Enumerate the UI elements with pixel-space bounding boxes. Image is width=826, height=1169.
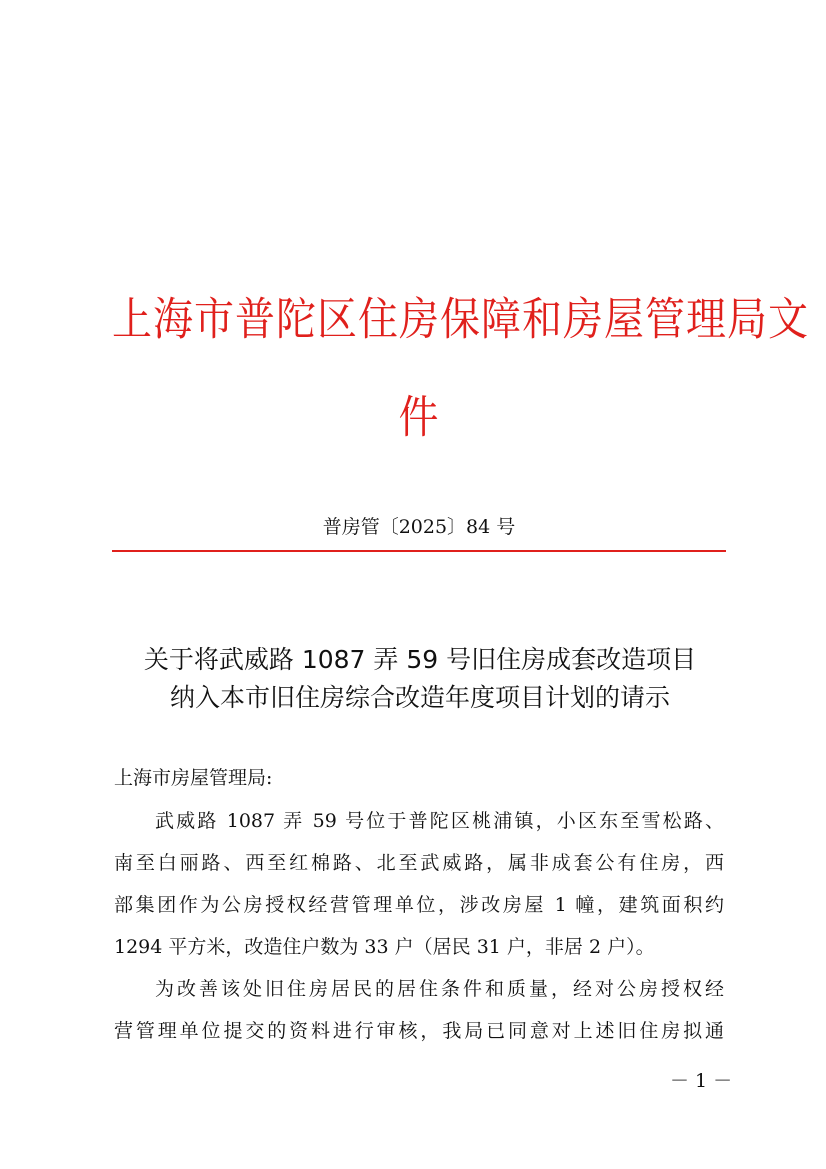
body-paragraph-1-line-3: 部集团作为公房授权经营管理单位，涉改房屋 1 幢，建筑面积约 [114, 894, 724, 916]
red-divider-line [112, 550, 726, 552]
body-paragraph-1-line-4: 1294 平方米，改造住户数为 33 户（居民 31 户，非居 2 户）。 [114, 936, 655, 958]
body-paragraph-1-line-2: 南至白丽路、西至红棉路、北至武威路，属非成套公有住房，西 [114, 852, 724, 874]
issuing-authority-title: 上海市普陀区住房保障和房屋管理局文 [112, 294, 809, 346]
document-number: 普房管〔2025〕84 号 [322, 516, 516, 538]
body-paragraph-1-line-1: 武威路 1087 弄 59 号位于普陀区桃浦镇，小区东至雪松路、 [155, 810, 724, 832]
body-paragraph-2-line-2: 营管理单位提交的资料进行审核，我局已同意对上述旧住房拟通 [114, 1020, 724, 1042]
document-subject-line-2: 纳入本市旧住房综合改造年度项目计划的请示 [169, 683, 670, 712]
salutation: 上海市房屋管理局: [114, 767, 273, 789]
page-number: － 1 － [670, 1070, 733, 1092]
issuing-authority-title-continued: 件 [398, 392, 440, 444]
document-subject-line-1: 关于将武威路 1087 弄 59 号旧住房成套改造项目 [143, 645, 697, 674]
body-paragraph-2-line-1: 为改善该处旧住房居民的居住条件和质量，经对公房授权经 [155, 978, 724, 1000]
